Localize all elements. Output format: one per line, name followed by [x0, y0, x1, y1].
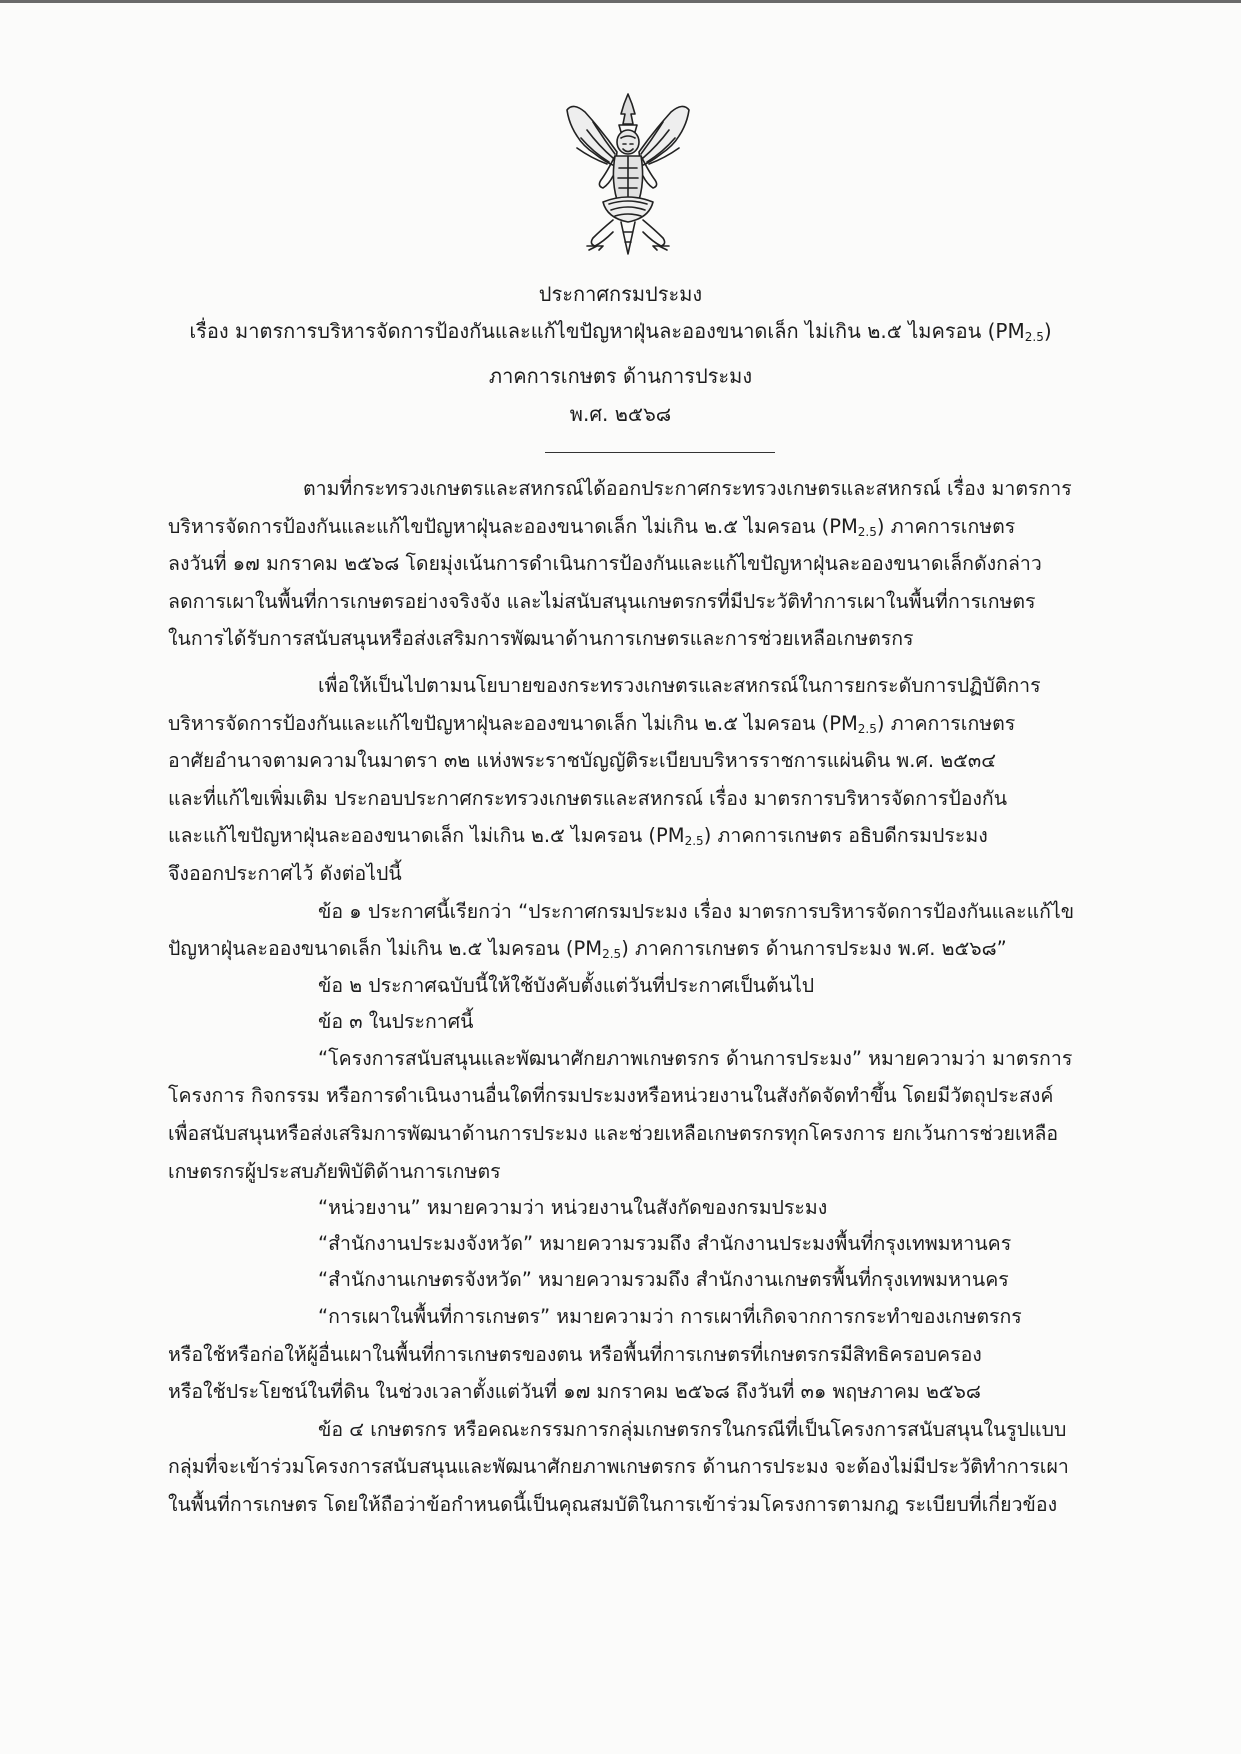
garuda-emblem-icon: [563, 92, 693, 258]
sector-line: ภาคการเกษตร ด้านการประมง: [488, 364, 753, 388]
clause-1-line: ปัญหาฝุ่นละอองขนาดเล็ก ไม่เกิน ๒.๕ ไมครอน $(PM_{2.5})$ ภาคการเกษตร ด้านการประมง พ.ศ. ๒๕๖๘”: [168, 937, 1007, 962]
scan-top-edge: [0, 0, 1241, 3]
clause-4-line: กลุ่มที่จะเข้าร่วมโครงการสนับสนุนและพัฒนาศักยภาพเกษตรกร ด้านการประมง จะต้องไม่มีประวัติทำการเผา: [168, 1455, 1069, 1479]
paragraph-2-line: เพื่อให้เป็นไปตามนโยบายของกระทรวงเกษตรและสหกรณ์ในการยกระดับการปฏิบัติการ: [318, 673, 1041, 697]
paragraph-2-line: จึงออกประกาศไว้ ดังต่อไปนี้: [168, 861, 402, 885]
clause-4-line: ข้อ ๔ เกษตรกร หรือคณะกรรมการกลุ่มเกษตรกรในกรณีที่เป็นโครงการสนับสนุนในรูปแบบ: [318, 1417, 1067, 1441]
definition-1-line: “โครงการสนับสนุนและพัฒนาศักยภาพเกษตรกร ด้านการประมง” หมายความว่า มาตรการ: [318, 1046, 1073, 1070]
paragraph-2-line: บริหารจัดการป้องกันและแก้ไขปัญหาฝุ่นละอองขนาดเล็ก ไม่เกิน ๒.๕ ไมครอน $(PM_{2.5})$ ภาคการเกษตร: [168, 711, 1016, 736]
announcement-body: [168, 470, 1113, 1524]
definition-5-line: หรือใช้หรือก่อให้ผู้อื่นเผาในพื้นที่การเกษตรของตน หรือพื้นที่การเกษตรที่เกษตรกรมีสิทธิครอบครอง: [168, 1342, 982, 1366]
clause-4-line: ในพื้นที่การเกษตร โดยให้ถือว่าข้อกำหนดนี้เป็นคุณสมบัติในการเข้าร่วมโครงการตามกฎ ระเบียบที่เกี่ยวข้อง: [168, 1493, 1058, 1517]
paragraph-1-line: ลดการเผาในพื้นที่การเกษตรอย่างจริงจัง และไม่สนับสนุนเกษตรกรที่มีประวัติทำการเผาในพื้นที่การเกษตร: [168, 589, 1036, 613]
definition-1-line: เกษตรกรผู้ประสบภัยพิบัติด้านการเกษตร: [168, 1159, 501, 1183]
definition-2: “หน่วยงาน” หมายความว่า หน่วยงานในสังกัดของกรมประมง: [318, 1196, 828, 1220]
paragraph-2-line: และแก้ไขปัญหาฝุ่นละอองขนาดเล็ก ไม่เกิน ๒.๕ ไมครอน $(PM_{2.5})$ ภาคการเกษตร อธิบดีกรมประมง: [168, 824, 988, 849]
pm-subscript: 2.5: [1024, 330, 1044, 344]
paragraph-2-line: อาศัยอำนาจตามความในมาตรา ๓๒ แห่งพระราชบัญญัติระเบียบบริหารราชการแผ่นดิน พ.ศ. ๒๕๓๔: [168, 749, 996, 773]
clause-3: ข้อ ๓ ในประกาศนี้: [318, 1009, 474, 1033]
definition-5-line: “การเผาในพื้นที่การเกษตร” หมายความว่า การเผาที่เกิดจากการกระทำของเกษตรกร: [318, 1305, 1022, 1329]
org-title: ประกาศกรมประมง: [538, 282, 703, 306]
year-line: พ.ศ. ๒๕๖๘: [569, 402, 672, 426]
clause-1-line: ข้อ ๑ ประกาศนี้เรียกว่า “ประกาศกรมประมง เรื่อง มาตรการบริหารจัดการป้องกันและแก้ไข: [318, 899, 1075, 923]
subject-line: [0, 318, 1241, 344]
definition-4: “สำนักงานเกษตรจังหวัด” หมายความรวมถึง สำนักงานเกษตรพื้นที่กรุงเทพมหานคร: [318, 1268, 1009, 1292]
paragraph-1-line: ในการได้รับการสนับสนุนหรือส่งเสริมการพัฒนาด้านการเกษตรและการช่วยเหลือเกษตรกร: [168, 627, 914, 651]
definition-3: “สำนักงานประมงจังหวัด” หมายความรวมถึง สำนักงานประมงพื้นที่กรุงเทพมหานคร: [318, 1232, 1012, 1256]
paragraph-1-line: ลงวันที่ ๑๗ มกราคม ๒๕๖๘ โดยมุ่งเน้นการดำเนินการป้องกันและแก้ไขปัญหาฝุ่นละอองขนาดเล็กดังกล่าว: [168, 552, 1042, 576]
definition-1-line: เพื่อสนับสนุนหรือส่งเสริมการพัฒนาด้านการประมง และช่วยเหลือเกษตรกรทุกโครงการ ยกเว้นการช่วยเหลือ: [168, 1121, 1059, 1145]
definition-1-line: โครงการ กิจกรรม หรือการดำเนินงานอื่นใดที่กรมประมงหรือหน่วยงานในสังกัดจัดทำขึ้น โดยมีวัตถุประสงค์: [168, 1084, 1054, 1108]
clause-2: ข้อ ๒ ประกาศฉบับนี้ให้ใช้บังคับตั้งแต่วันที่ประกาศเป็นต้นไป: [318, 973, 815, 997]
paragraph-1-line: บริหารจัดการป้องกันและแก้ไขปัญหาฝุ่นละอองขนาดเล็ก ไม่เกิน ๒.๕ ไมครอน $(PM_{2.5})$ ภาคการเกษตร: [168, 514, 1016, 539]
definition-5-line: หรือใช้ประโยชน์ในที่ดิน ในช่วงเวลาตั้งแต่วันที่ ๑๗ มกราคม ๒๕๖๘ ถึงวันที่ ๓๑ พฤษภาคม ๒๕๖๘: [168, 1380, 981, 1404]
subject-text: เรื่อง มาตรการบริหารจัดการป้องกันและแก้ไขปัญหาฝุ่นละอองขนาดเล็ก ไม่เกิน ๒.๕ ไมครอน (PM: [189, 319, 1025, 343]
paragraph-2-line: และที่แก้ไขเพิ่มเติม ประกอบประกาศกระทรวงเกษตรและสหกรณ์ เรื่อง มาตรการบริหารจัดการป้องกัน: [168, 786, 1008, 810]
header-divider: [545, 452, 775, 453]
subject-close: ): [1043, 319, 1052, 343]
paragraph-1-line: ตามที่กระทรวงเกษตรและสหกรณ์ได้ออกประกาศกระทรวงเกษตรและสหกรณ์ เรื่อง มาตรการ: [303, 477, 1072, 500]
